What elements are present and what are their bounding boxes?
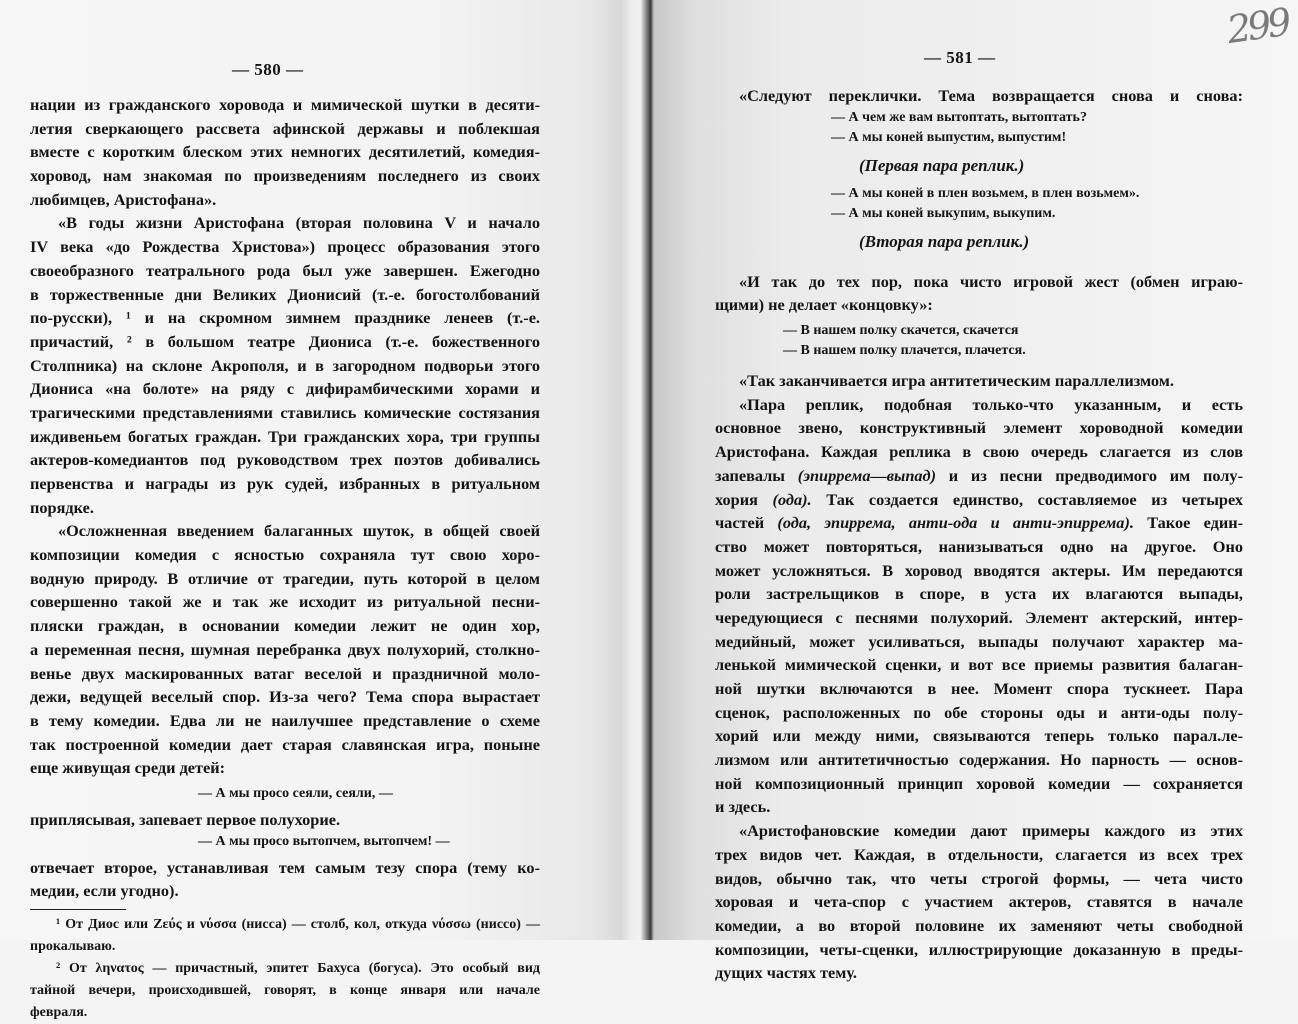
text-line: летия сверкающего рассвета афинской державы и поблекшая — [30, 118, 540, 138]
text-line: ной композиционный принцип хоровой комедии — сохраняется — [715, 773, 1243, 793]
text-line: «В годы жизни Аристофана (вторая половина V и начало — [58, 213, 540, 233]
text-line: роли застрельщиков в споре, в уста их влагаются выпады, — [715, 584, 1243, 604]
text-line: хоровод, нам знакомая по произведениям последнего из своих — [30, 166, 540, 186]
text-line: щими) не делает «концовку»: — [715, 295, 933, 315]
text-line: Столпника) на склоне Акрополя, и в загородном подворьи этого — [30, 355, 540, 375]
verse-line: — А мы коней в плен возьмем, в плен возьмем». — [831, 185, 1140, 201]
footnote-line: прокалываю. — [30, 939, 116, 954]
text-line: еще живущая среди детей: — [30, 758, 226, 778]
footnote-divider — [30, 909, 126, 910]
text-line: хоровая и чета-спор с участием актеров, ставятся в начале — [715, 892, 1243, 912]
text-line: любимцев, Аристофана». — [30, 189, 217, 209]
text-line: ство может повторяться, нанизываться одно на другое. Оно — [715, 536, 1243, 556]
book-gutter — [620, 0, 654, 940]
text-line: видов, обычно так, что четы строгой формы, — чета чисто — [715, 868, 1243, 888]
right-page — [654, 0, 1298, 983]
italic-term: (ода). — [772, 489, 812, 509]
text-line: частей (ода, эпиррема, анти-ода и анти-эпиррема). Такое един- — [715, 513, 1243, 533]
text-line: по-русски), ¹ и на скромном зимнем празднике ленеев (т.-е. — [30, 308, 540, 328]
text-line: хорий или между ними, связываются теперь только парал.ле- — [715, 726, 1243, 746]
pair-label: (Первая пара реплик.) — [859, 155, 1025, 175]
text-line: ленькой мимической сценки, и вот все приемы развития балаган- — [715, 655, 1243, 675]
text-line: IV века «до Рождества Христова») процесс образования этого — [30, 237, 540, 257]
archive-folio-number: 299 — [1224, 0, 1291, 52]
text-line: композиции комедия с ясностью сохраняла тут свою хоро- — [30, 545, 540, 565]
right-page-number: — 581 — — [924, 48, 996, 67]
text-line: «Следуют переклички. Тема возвращается снова и снова: — [739, 86, 1243, 105]
text-line: дущих частях тему. — [715, 963, 857, 983]
text-line: сценок, расположенных по обе стороны оды и анти-оды полу- — [715, 702, 1243, 722]
text-line: венье двух маскированных ватаг веселой и праздничной моло- — [30, 663, 540, 683]
text-line: ной шутки включаются в нее. Момент спора тускнеет. Пара — [715, 679, 1243, 698]
verse-line: — А мы просо сеяли, сеяли, — — [198, 785, 393, 801]
text-line: отвечает второе, устанавливая тем самым тезу спора (тему ко- — [30, 857, 540, 877]
text-line: «Пара реплик, подобная только-что указанным, и есть — [739, 394, 1243, 414]
right-page-body — [715, 84, 1243, 985]
text-line: приплясывая, запевает первое полухорие. — [30, 809, 341, 829]
text-line: может усложняться. В хоровод вводятся актеры. Им передаются — [715, 560, 1243, 580]
text-line: вместе с коротким блеском этих немногих десятилетий, комедия- — [30, 142, 540, 162]
text-line: своеобразного театрального рода был уже завершен. Ежегодно — [30, 260, 540, 280]
text-line: нации из гражданского хоровода и мимической шутки в десяти- — [30, 95, 540, 114]
text-line: так построенной комедии дает старая славянская игра, поныне — [30, 734, 540, 754]
footnote-line: тайной вечери, происходившей, говорят, в конце января или начале — [30, 983, 540, 998]
left-page-body — [30, 93, 540, 1024]
footnote-line: февраля. — [30, 1005, 88, 1020]
pair-label: (Вторая пара реплик.) — [859, 231, 1030, 251]
verse-line: — В нашем полку скачется, скачется — [783, 323, 1019, 339]
text-line: хория (ода). Так создается единство, составляемое из четырех — [715, 489, 1243, 509]
verse-line: — А мы просо вытопчем, вытопчем! — — [198, 833, 450, 849]
text-line: и здесь. — [715, 797, 771, 817]
italic-term: (ода, эпиррема, анти-ода и анти-эпиррема). — [777, 513, 1134, 533]
text-line: трех видов чет. Каждая, в отдельности, слагается из всех трех — [715, 844, 1243, 864]
text-line: Аристофана. Каждая реплика в свою очередь слагается из слов — [715, 442, 1243, 462]
text-line: чередующиеся с песнями полухорий. Элемент актерский, интер- — [715, 607, 1243, 627]
text-line: в торжественные дни Великих Дионисий (т.-е. богостолбований — [30, 284, 540, 304]
text-line: «Осложненная введением балаганных шуток, в общей своей — [58, 521, 540, 541]
text-line: актеров-комедиантов под руководством трех поэтов добивались — [30, 450, 540, 470]
footnote-line: ² От ληνατος — причастный, эпитет Бахуса (богуса). Это особый вид — [56, 961, 540, 976]
text-line: в тему комедии. Едва ли не наилучшее представление о схеме — [30, 710, 540, 730]
text-line: а переменная песня, шумная перебранка двух полухорий, столкно- — [30, 639, 540, 659]
text-line: медийный, может усиливаться, выпады получают характер ма- — [715, 631, 1243, 651]
text-line: водную природу. В отличие от трагедии, путь которой в целом — [30, 568, 540, 588]
italic-term: (эпиррема—выпад) — [797, 465, 937, 485]
text-line: «И так до тех пор, пока чисто игровой жест (обмен играю- — [739, 271, 1243, 291]
verse-line: — А чем же вам вытоптать, вытоптать? — [831, 109, 1087, 125]
text-line: пляски граждан, в основании комедии лежит не один хор, — [30, 616, 540, 636]
text-line: медии, если угодно). — [30, 881, 179, 901]
left-page — [0, 0, 620, 1020]
verse-line: — В нашем полку плачется, плачется. — [783, 343, 1026, 359]
text-line: первенства и награды из рук судей, избранных в ритуальном — [30, 474, 540, 493]
text-line: иждивеньем богатых граждан. Три гражданских хора, три группы — [30, 426, 540, 446]
verse-line: — А мы коней выпустим, выпустим! — [831, 129, 1067, 145]
text-line: причастий, ² в большом театре Диониса (т.-е. божественного — [30, 331, 540, 351]
text-line: комедии, а во второй половине их заменяют четы свободной — [715, 915, 1243, 935]
text-line: композиции, четы-сценки, иллюстрирующие доказанную в преды- — [715, 939, 1243, 959]
text-line: Диониса «на болоте» на ряду с дифирамбическими хорами и — [30, 379, 540, 399]
text-line: порядке. — [30, 497, 94, 517]
verse-line: — А мы коней выкупим, выкупим. — [831, 205, 1056, 221]
text-line: совершенно такой же и так же исходит из ритуальной песни- — [30, 592, 540, 612]
text-line: «Аристофановские комедии дают примеры каждого из этих — [739, 821, 1243, 841]
text-line: основное звено, конструктивный элемент хороводной комедии — [715, 418, 1243, 438]
left-page-number: — 580 — — [232, 60, 304, 79]
text-line: дежи, ведущей веселый спор. Из-за чего? Тема спора вырастает — [30, 687, 540, 707]
text-line: лизмом или антитетичностью содержания. Но парность — основ- — [715, 750, 1243, 770]
text-line: запевалы (эпиррема—выпад) и из песни предводимого им полу- — [715, 465, 1243, 485]
footnote-line: ¹ От Диос или Ζεύς и νύσσα (нисса) — столб, кол, откуда νύσσω (ниссо) — — [56, 917, 540, 932]
text-line: трагическими представлениями ставились комические состязания — [30, 402, 540, 422]
text-line: «Так заканчивается игра антитетическим параллелизмом. — [739, 371, 1174, 391]
